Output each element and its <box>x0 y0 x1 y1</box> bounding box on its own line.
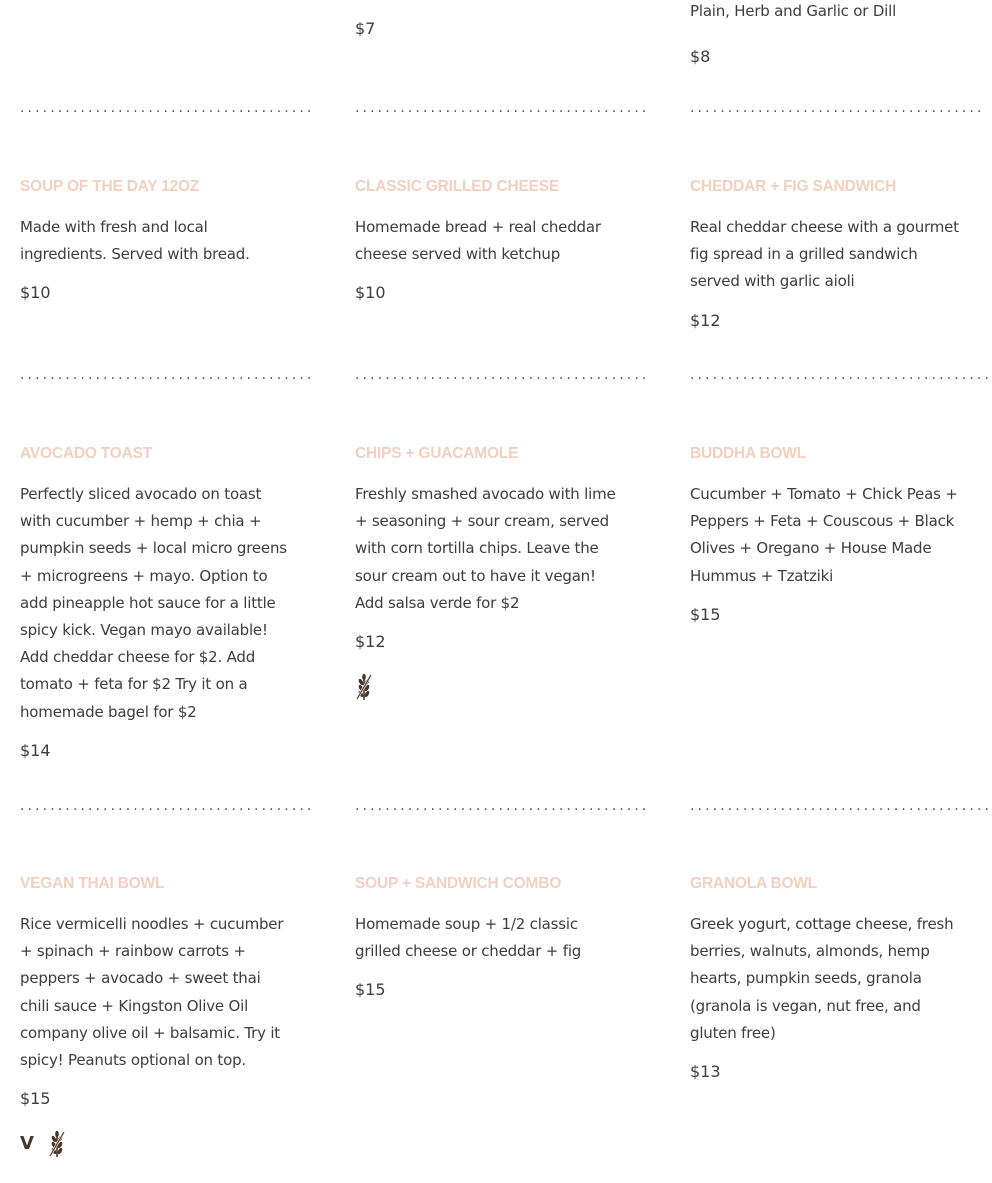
item-price: $12 <box>355 632 386 652</box>
item-title: AVOCADO TOAST <box>20 445 153 462</box>
item-price: $10 <box>355 283 386 303</box>
item-price: $15 <box>690 604 721 624</box>
item-price: $10 <box>20 283 51 303</box>
menu-item-cheddar-fig-sandwich <box>690 177 960 331</box>
item-description: Rice vermicelli noodles + cucumber + spinach + rainbow carrots + peppers + avocado + sweet thai chili sauce + Kingston Olive Oil company olive oil + balsamic. Try it spicy! Peanuts optional on top. <box>20 915 284 1070</box>
vegan-badge: V <box>20 1133 34 1155</box>
dotted-divider: ....................................... <box>690 100 985 116</box>
menu-item-granola-bowl <box>690 874 960 1082</box>
item-title: CHIPS + GUACAMOLE <box>355 445 519 462</box>
wheat-icon <box>48 1130 66 1158</box>
item-description: Greek yogurt, cottage cheese, fresh berries, walnuts, almonds, hemp hearts, pumpkin seeds, granola (granola is vegan, nut free, and gluten free) <box>690 915 954 1042</box>
item-title: GRANOLA BOWL <box>690 875 818 892</box>
menu-item-chips-guacamole <box>355 444 625 702</box>
item-price: $12 <box>690 310 721 330</box>
item-price: $7 <box>355 19 376 38</box>
menu-item-vegan-thai-bowl <box>20 874 290 1159</box>
dotted-divider: ....................................... <box>20 798 315 814</box>
dotted-divider: ....................................... <box>355 798 650 814</box>
menu-item-classic-grilled-cheese <box>355 177 625 303</box>
dotted-divider: ........................................ <box>690 798 992 814</box>
item-description: Homemade soup + 1/2 classic grilled cheese or cheddar + fig <box>355 915 582 961</box>
menu-item-buddha-bowl <box>690 444 960 625</box>
item-price: $15 <box>20 1089 51 1109</box>
item-price: $14 <box>20 740 51 760</box>
dotted-divider: ....................................... <box>355 367 650 383</box>
item-price: $15 <box>355 980 386 1000</box>
dietary-badges <box>355 672 625 702</box>
item-description: Cucumber + Tomato + Chick Peas + Peppers + Feta + Couscous + Black Olives + Oregano + House Made Hummus + Tzatziki <box>690 485 958 585</box>
wheat-icon <box>355 673 373 701</box>
item-description: Real cheddar cheese with a gourmet fig spread in a grilled sandwich served with garlic aioli <box>690 218 959 291</box>
dotted-divider: ....................................... <box>20 100 315 116</box>
dotted-divider: ....................................... <box>20 367 315 383</box>
item-description: Perfectly sliced avocado on toast with cucumber + hemp + chia + pumpkin seeds + local micro greens + microgreens + mayo. Option to add pineapple hot sauce for a little spicy kick. Vegan mayo available! Add cheddar cheese for $2. Add tomato + feta for $2 Try it on a homemade bagel for $2 <box>20 485 287 721</box>
item-title: SOUP + SANDWICH COMBO <box>355 875 562 892</box>
dotted-divider: ........................................ <box>690 367 992 383</box>
dietary-badges <box>20 1129 290 1159</box>
menu-item-soup-of-the-day <box>20 177 290 303</box>
item-description: Made with fresh and local ingredients. Served with bread. <box>20 218 250 264</box>
item-title: BUDDHA BOWL <box>690 445 807 462</box>
item-title: CLASSIC GRILLED CHEESE <box>355 178 560 195</box>
item-title: CHEDDAR + FIG SANDWICH <box>690 178 897 195</box>
menu-item-soup-sandwich-combo <box>355 874 625 1000</box>
dotted-divider: ....................................... <box>355 100 650 116</box>
item-price: $13 <box>690 1062 721 1082</box>
item-title: VEGAN THAI BOWL <box>20 875 165 892</box>
item-title: SOUP OF THE DAY 12OZ <box>20 178 200 195</box>
menu-item-avocado-toast <box>20 444 290 761</box>
item-description: Plain, Herb and Garlic or Dill <box>690 2 897 20</box>
item-description: Freshly smashed avocado with lime + seasoning + sour cream, served with corn tortilla chips. Leave the sour cream out to have it vegan! Add salsa verde for $2 <box>355 485 616 612</box>
item-price: $8 <box>690 47 711 66</box>
item-description: Homemade bread + real cheddar cheese served with ketchup <box>355 218 601 264</box>
